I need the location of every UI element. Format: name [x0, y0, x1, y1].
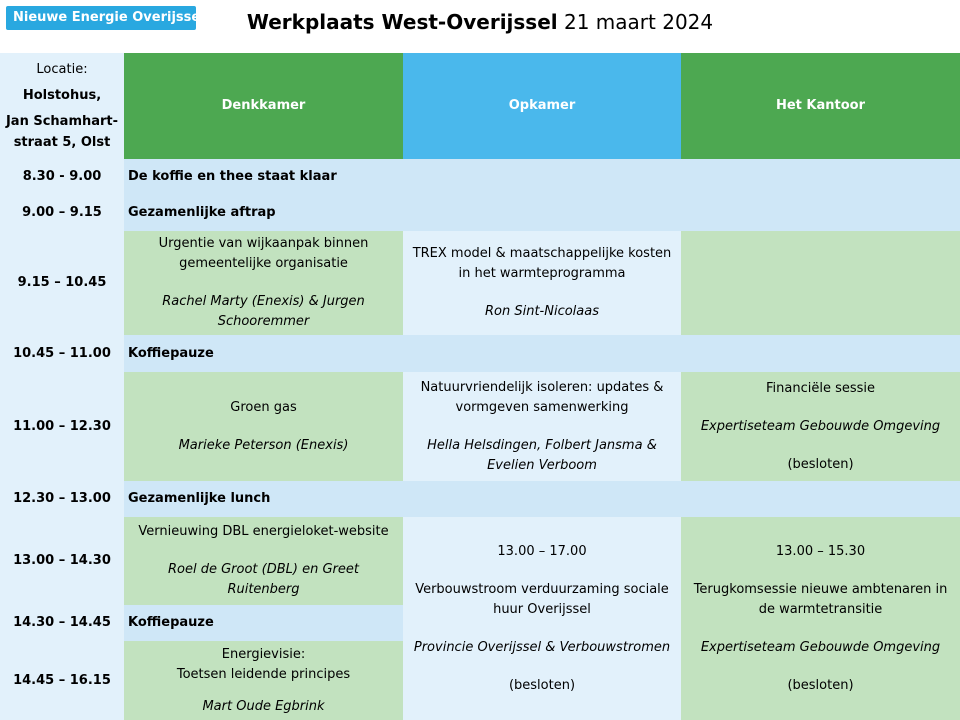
session-kantoor-1-empty	[681, 231, 960, 335]
plenary-break-2: Koffiepauze	[124, 605, 403, 641]
session-denkkamer-2	[124, 372, 403, 481]
session-speaker: Ron Sint-Nicolaas	[484, 304, 599, 319]
session-speaker: Hella Helsdingen, Folbert Jansma & Evelien Verboom	[427, 437, 657, 473]
session-title: Natuurvriendelijk isoleren: updates & vormgeven samenwerking	[420, 379, 664, 415]
title-date: 21 maart 2024	[557, 10, 714, 34]
time-slot: 11.00 – 12.30	[0, 372, 124, 481]
session-note: (besloten)	[508, 677, 576, 693]
time-slot: 10.45 – 11.00	[0, 335, 124, 372]
session-kantoor-3	[681, 517, 960, 720]
session-title: TREX model & maatschappelijke kosten in het warmteprogramma	[412, 246, 672, 281]
session-speaker: Roel de Groot (DBL) en Greet Ruitenberg	[168, 562, 359, 597]
session-speaker: Rachel Marty (Enexis) & Jurgen Schooremmer	[162, 294, 365, 329]
time-slot: 14.45 – 16.15	[0, 641, 124, 720]
session-note: (besloten)	[787, 677, 854, 693]
time-slot: 12.30 – 13.00	[0, 481, 124, 517]
session-title: Verbouwstroom verduurzaming sociale huur Overijssel	[415, 581, 669, 617]
session-title-line2: Toetsen leidende principes	[176, 666, 351, 682]
session-title: Terugkomsessie nieuwe ambtenaren in de warmtetransitie	[693, 581, 948, 617]
session-time: 13.00 – 15.30	[775, 543, 866, 559]
session-kantoor-2	[681, 372, 960, 481]
time-slot: 9.15 – 10.45	[0, 231, 124, 335]
room-header-het-kantoor: Het Kantoor	[681, 53, 960, 159]
session-denkkamer-3	[124, 517, 403, 605]
schedule-grid	[0, 53, 960, 720]
session-title: Groen gas	[230, 399, 297, 415]
session-title: Urgentie van wijkaanpak binnen gemeentelijke organisatie	[158, 236, 369, 271]
plenary-coffee: De koffie en thee staat klaar	[124, 159, 960, 195]
plenary-break-1: Koffiepauze	[124, 335, 960, 372]
brand-badge: Nieuwe Energie Overijssel	[6, 6, 196, 30]
location-address: Jan Schamhart-straat 5, Olst	[5, 114, 119, 150]
session-opkamer-2	[403, 372, 681, 481]
session-title: Financiële sessie	[765, 380, 875, 396]
page-title	[200, 8, 760, 36]
time-slot: 14.30 – 14.45	[0, 605, 124, 641]
session-title-line1: Energievisie:	[221, 646, 306, 662]
session-speaker: Provincie Overijssel & Verbouwstromen	[413, 639, 671, 655]
session-speaker: Expertiseteam Gebouwde Omgeving	[700, 639, 941, 655]
session-title: Vernieuwing DBL energieloket-website	[138, 524, 389, 539]
time-slot: 8.30 - 9.00	[0, 159, 124, 195]
room-header-opkamer: Opkamer	[403, 53, 681, 159]
plenary-lunch: Gezamenlijke lunch	[124, 481, 960, 517]
session-opkamer-1	[403, 231, 681, 335]
session-denkkamer-4	[124, 641, 403, 720]
plenary-kickoff: Gezamenlijke aftrap	[124, 195, 960, 231]
time-slot: 9.00 – 9.15	[0, 195, 124, 231]
title-bold: Werkplaats West-Overijssel	[246, 10, 558, 34]
session-note: (besloten)	[787, 456, 854, 472]
time-slot: 13.00 – 14.30	[0, 517, 124, 605]
session-speaker: Marieke Peterson (Enexis)	[178, 437, 349, 453]
room-header-denkkamer: Denkkamer	[124, 53, 403, 159]
session-speaker: Expertiseteam Gebouwde Omgeving	[700, 418, 941, 434]
location-cell	[0, 53, 124, 159]
session-time: 13.00 – 17.00	[497, 543, 587, 559]
session-speaker: Mart Oude Egbrink	[202, 698, 325, 714]
session-opkamer-3	[403, 517, 681, 720]
session-denkkamer-1	[124, 231, 403, 335]
location-name: Holstohus,	[22, 88, 102, 103]
location-label: Locatie:	[36, 62, 88, 77]
